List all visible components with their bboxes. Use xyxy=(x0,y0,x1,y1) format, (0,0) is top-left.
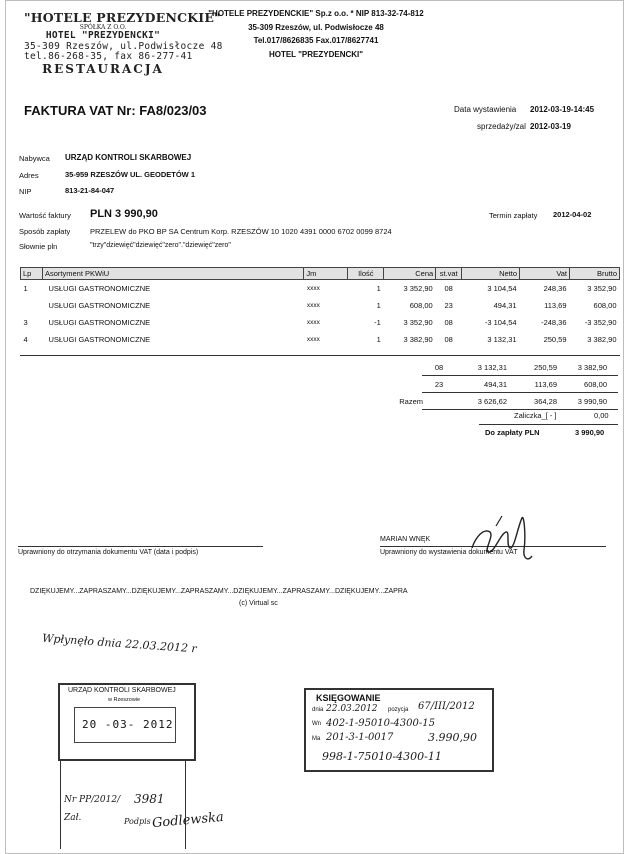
invoice-page xyxy=(5,0,624,854)
cell-net: 3 132,31 xyxy=(487,335,517,344)
nr-label: Nr PP/2012/ xyxy=(64,795,121,805)
cell-price: 3 382,90 xyxy=(403,335,433,344)
cell-unit: xxxx xyxy=(306,302,320,309)
booking-ma: 201-3-1-0017 xyxy=(326,732,394,743)
buyer-label: Nabywca xyxy=(19,154,50,163)
sale-date-label: sprzedaży/zal xyxy=(477,122,526,131)
zal-label: Zał. xyxy=(64,813,82,823)
booking-date: 22.03.2012 xyxy=(326,704,378,714)
summary-divider xyxy=(422,409,618,410)
header-gross: Brutto xyxy=(570,268,620,280)
cell-quantity: 1 xyxy=(376,335,381,344)
received-note: Wpłynęło dnia 22.03.2012 r xyxy=(41,631,198,656)
seller-hotel: HOTEL "PREZYDENCKI" xyxy=(45,30,161,41)
advance-value: 0,00 xyxy=(594,411,609,420)
cell-vat-rate: 08 xyxy=(444,284,453,293)
cell-assortment: USŁUGI GASTRONOMICZNE xyxy=(48,284,151,293)
summary-label xyxy=(386,376,426,393)
summary-total-row xyxy=(386,393,610,410)
issue-date-label: Data wystawienia xyxy=(454,105,517,114)
stamp-office-city: w Rzeszowie xyxy=(108,697,141,703)
seller-phone: tel.86-268-35, fax 86-277-41 xyxy=(24,51,193,62)
amount-due-label: Do zapłaty PLN xyxy=(485,428,540,437)
receiver-signature-line xyxy=(18,546,263,547)
booking-date-label: dnia xyxy=(312,707,324,713)
stamp-office-name: URZĄD KONTROLI SKARBOWEJ xyxy=(68,687,176,694)
cell-vat-rate: 08 xyxy=(444,318,453,327)
summary-gross: 3 382,90 xyxy=(577,363,607,372)
invoice-title: FAKTURA VAT Nr: FA8/023/03 xyxy=(24,103,207,118)
stamp-frame-line xyxy=(185,761,186,849)
cell-assortment: USŁUGI GASTRONOMICZNE xyxy=(48,301,151,310)
cell-lp: 3 xyxy=(23,318,28,327)
cell-price: 608,00 xyxy=(409,301,433,310)
booking-code: 998-1-75010-4300-11 xyxy=(322,750,442,763)
cell-price: 3 352,90 xyxy=(403,284,433,293)
amount-due-value: 3 990,90 xyxy=(575,428,605,437)
summary-net: 3 132,31 xyxy=(477,363,507,372)
cell-assortment: USŁUGI GASTRONOMICZNE xyxy=(48,318,151,327)
cell-net: 494,31 xyxy=(493,301,517,310)
cell-quantity: 1 xyxy=(376,301,381,310)
buyer-address-label: Adres xyxy=(19,171,39,180)
cell-assortment: USŁUGI GASTRONOMICZNE xyxy=(48,335,151,344)
cell-lp xyxy=(21,297,43,314)
cell-gross: 3 382,90 xyxy=(587,335,617,344)
summary-divider xyxy=(422,375,618,376)
table-row xyxy=(21,314,620,331)
summary-vat-rate: 08 xyxy=(434,363,444,372)
amount-words: "trzy"dziewięć"dziewięć"zero"."dziewięć"zero" xyxy=(90,242,231,249)
cell-lp: 1 xyxy=(23,284,28,293)
cell-vat: 248,36 xyxy=(543,284,567,293)
header-price: Cena xyxy=(384,268,436,280)
table-row xyxy=(21,331,620,348)
cell-price: 3 352,90 xyxy=(403,318,433,327)
issuer-signature-scribble xyxy=(466,506,536,568)
summary-vat: 364,28 xyxy=(534,397,557,406)
booking-ma-label: Ma xyxy=(312,736,321,742)
summary-divider xyxy=(479,424,618,425)
summary-net: 494,31 xyxy=(484,380,507,389)
items-table xyxy=(20,267,620,348)
cell-unit: xxxx xyxy=(306,336,320,343)
table-row xyxy=(21,280,620,298)
cell-gross: 3 352,90 xyxy=(587,284,617,293)
cell-vat: 113,69 xyxy=(544,301,567,310)
booking-position-label: pozycja xyxy=(388,707,409,713)
summary-gross: 3 990,90 xyxy=(577,397,607,406)
payment-method: PRZELEW do PKO BP SA Centrum Korp. RZESZÓW 10 1020 4391 0000 6702 0099 8724 xyxy=(90,227,392,236)
stamp-date: 20 -03- 2012 xyxy=(82,718,174,731)
header-assortment: Asortyment PKWiU xyxy=(42,268,303,280)
header-net: Netto xyxy=(462,268,520,280)
booking-position: 67/III/2012 xyxy=(418,701,475,712)
header-line-2: 35-309 Rzeszów, ul. Podwisłocze 48 xyxy=(248,22,384,32)
seller-name: "HOTELE PREZYDENCKIE" xyxy=(24,10,221,25)
summary-vat: 250,59 xyxy=(534,363,557,372)
advance-label: Zaliczka_[ - ] xyxy=(514,411,557,420)
cell-unit: xxxx xyxy=(306,285,320,292)
invoice-value-label: Wartość faktury xyxy=(19,211,71,220)
seller-company-type: SPÓŁKA Z O.O. xyxy=(79,24,127,31)
buyer-nip: 813-21-84-047 xyxy=(65,186,115,195)
cell-vat: -248,36 xyxy=(541,318,567,327)
receiver-signature-label: Uprawniony do otrzymania dokumentu VAT (data i podpis) xyxy=(18,549,199,556)
sale-date-value: 2012-03-19 xyxy=(530,122,571,131)
thanks-banner: DZIĘKUJEMY...ZAPRASZAMY...DZIĘKUJEMY...ZAPRASZAMY...DZIĘKUJEMY...ZAPRASZAMY...DZIĘKUJEMY...ZAPRA xyxy=(30,588,408,595)
issue-date-value: 2012-03-19-14:45 xyxy=(530,105,595,114)
booking-wn: 402-1-95010-4300-15 xyxy=(326,718,435,729)
header-line-3: Tel.017/8626835 Fax.017/8627741 xyxy=(253,36,379,45)
issuer-signature-label: Uprawniony do wystawienia dokumentu VAT xyxy=(380,549,518,556)
due-date-value: 2012-04-02 xyxy=(553,210,592,219)
summary-label: Razem xyxy=(399,397,423,406)
stamp-frame-line xyxy=(60,761,61,849)
table-row xyxy=(21,297,620,314)
cell-net: 3 104,54 xyxy=(487,284,517,293)
booking-wn-label: Wn xyxy=(312,721,321,727)
booking-stamp xyxy=(304,688,494,772)
header-unit: Jm xyxy=(304,268,348,280)
header-vat-rate: st.vat xyxy=(436,268,462,280)
buyer-name: URZĄD KONTROLI SKARBOWEJ xyxy=(65,153,192,162)
office-receipt-stamp xyxy=(58,683,196,761)
nr-value: 3981 xyxy=(134,792,165,806)
due-date-label: Termin zapłaty xyxy=(489,211,538,220)
header-quantity: Ilość xyxy=(348,268,384,280)
summary-gross: 608,00 xyxy=(584,380,607,389)
seller-stamp xyxy=(24,10,223,76)
cell-vat-rate: 08 xyxy=(444,335,453,344)
header-line-1: "HOTELE PREZYDENCKIE" Sp.z o.o. * NIP 813-32-74-812 xyxy=(208,9,424,18)
podpis-label: Podpis xyxy=(124,817,151,826)
cell-vat: 250,59 xyxy=(543,335,567,344)
cell-gross: -3 352,90 xyxy=(584,318,617,327)
booking-title: KSIĘGOWANIE xyxy=(316,693,381,703)
summary-divider xyxy=(422,392,618,393)
payment-method-label: Sposób zapłaty xyxy=(19,227,71,236)
header-vat: Vat xyxy=(520,268,570,280)
amount-words-label: Słownie pln xyxy=(19,242,58,251)
seller-restaurant: RESTAURACJA xyxy=(42,61,164,76)
cell-gross: 608,00 xyxy=(593,301,617,310)
header-lp: Lp xyxy=(21,268,43,280)
cell-vat-rate: 23 xyxy=(444,301,453,310)
table-divider xyxy=(20,355,620,356)
cell-unit: xxxx xyxy=(306,319,320,326)
cell-net: -3 104,54 xyxy=(484,318,517,327)
buyer-address: 35-959 RZESZÓW UL. GEODETÓW 1 xyxy=(65,170,196,179)
cell-quantity: 1 xyxy=(376,284,381,293)
summary-label xyxy=(386,359,426,376)
summary-row xyxy=(386,359,610,376)
seller-header xyxy=(186,7,446,61)
header-line-4: HOTEL "PREZYDENCKI" xyxy=(268,49,364,59)
summary-row xyxy=(386,376,610,393)
cell-quantity: -1 xyxy=(374,318,381,327)
summary-vat-rate xyxy=(426,393,452,410)
buyer-nip-label: NIP xyxy=(19,187,32,196)
copyright: (c) Virtual sc xyxy=(239,600,278,607)
seller-address: 35-309 Rzeszów, ul.Podwisłocze 48 xyxy=(24,40,223,52)
cell-lp: 4 xyxy=(23,335,28,344)
summary-net: 3 626,62 xyxy=(477,397,507,406)
booking-amount: 3.990,90 xyxy=(428,731,477,744)
summary-table xyxy=(386,359,610,410)
invoice-value: PLN 3 990,90 xyxy=(90,208,158,220)
summary-vat: 113,69 xyxy=(534,380,557,389)
table-header-row xyxy=(21,268,620,280)
podpis-value: Godlewska xyxy=(151,809,225,832)
issuer-name: MARIAN WNĘK xyxy=(380,536,431,543)
summary-vat-rate: 23 xyxy=(434,380,444,389)
